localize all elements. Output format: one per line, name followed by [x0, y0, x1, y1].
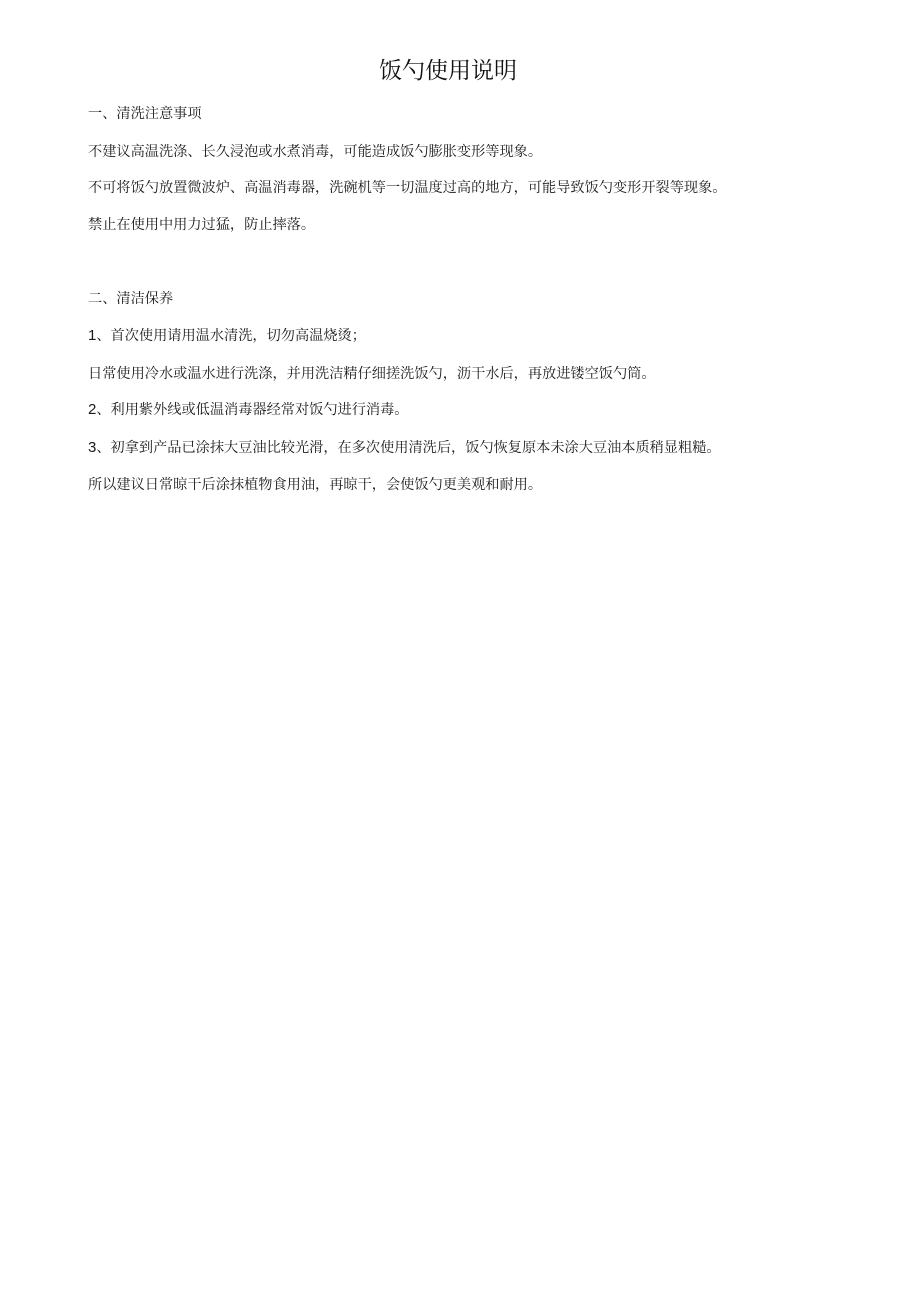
- section2-item-3-continuation: 所以建议日常晾干后涂抹植物食用油，再晾干，会使饭勺更美观和耐用。: [88, 477, 543, 493]
- section1-line-3: 禁止在使用中用力过猛，防止摔落。: [88, 217, 316, 233]
- item-text: 、首次使用请用温水清洗，切勿高温烧烫；: [96, 328, 366, 344]
- section1-line-1: 不建议高温洗涤、长久浸泡或水煮消毒，可能造成饭勺膨胀变形等现象。: [88, 144, 543, 160]
- section2-item-1-continuation: 日常使用冷水或温水进行洗涤，并用洗洁精仔细搓洗饭勺，沥干水后，再放进镂空饭勺筒。: [88, 366, 656, 382]
- item-number: 2: [88, 401, 97, 418]
- item-text: 、利用紫外线或低温消毒器经常对饭勺进行消毒。: [96, 402, 409, 418]
- section1-line-2: 不可将饭勺放置微波炉、高温消毒器，洗碗机等一切温度过高的地方，可能导致饭勺变形开裂等现象。: [88, 180, 727, 196]
- section2-item-2: [88, 400, 408, 420]
- document-title: 饭勺使用说明: [379, 58, 517, 84]
- item-number: 1: [88, 327, 97, 344]
- section2-heading: 二、清洁保养: [88, 291, 174, 307]
- item-number: 3: [88, 439, 97, 456]
- section1-heading: 一、清洗注意事项: [88, 106, 202, 122]
- section2-item-1: [88, 326, 366, 346]
- section2-item-3: [88, 438, 721, 458]
- item-text: 、初拿到产品已涂抹大豆油比较光滑，在多次使用清洗后，饭勺恢复原本未涂大豆油本质稍显粗糙。: [96, 440, 721, 456]
